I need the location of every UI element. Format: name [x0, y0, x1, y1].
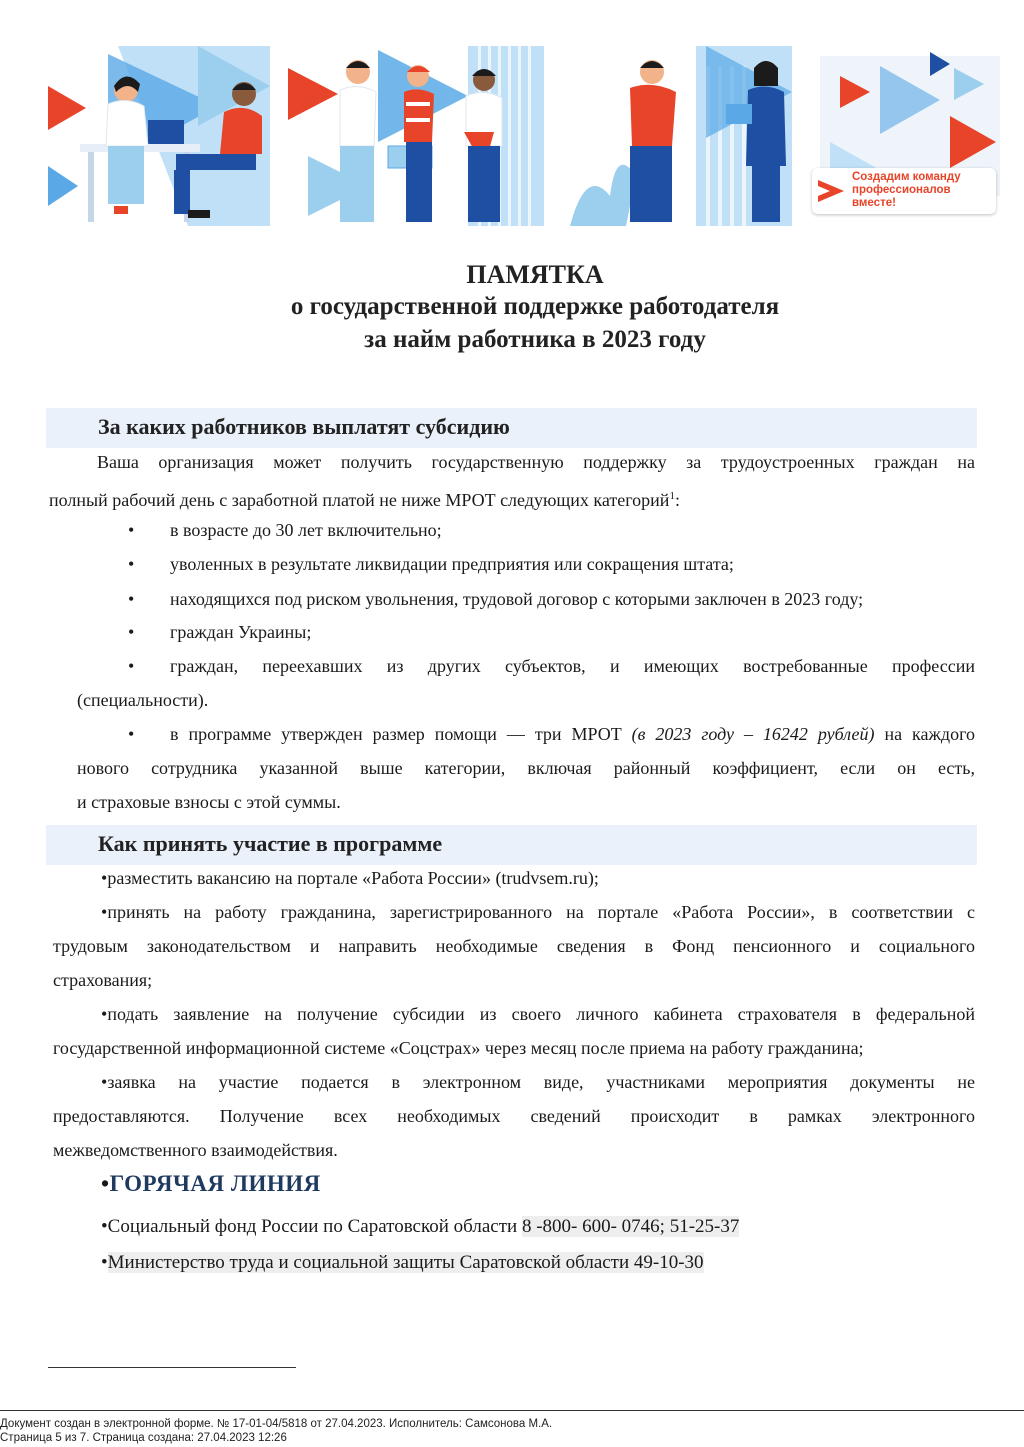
- illustration-business-meeting: [566, 46, 792, 226]
- list-item: уволенных в результате ликвидации предприятия или сокращения штата;: [170, 554, 734, 574]
- list-item-continuation: страхования;: [53, 970, 153, 990]
- intro-line-2: полный рабочий день с заработной платой не ниже МРОТ следующих категорий$^1$:: [49, 490, 680, 510]
- section-heading-eligible-workers: За каких работников выплатят субсидию: [46, 408, 977, 448]
- footer-page-info: Страница 5 из 7. Страница создана: 27.04.2023 12:26: [0, 1432, 287, 1444]
- bullet-icon: •: [128, 656, 135, 676]
- list-item-continuation: государственной информационной системе «Соцстрах» через месяц после приема на работу гражданина;: [53, 1038, 864, 1058]
- hotline-heading: •ГОРЯЧАЯ ЛИНИЯ: [101, 1171, 321, 1196]
- bullet-icon: •: [128, 589, 135, 609]
- aid-amount-line-1: в программе утвержден размер помощи — три МРОТ (в 2023 году – 16242 рублей) на каждого: [170, 724, 976, 744]
- aid-amount-line-3: и страховые взносы с этой суммы.: [77, 792, 341, 812]
- document-subtitle-line1: о государственной поддержке работодателя: [290, 293, 780, 320]
- list-item: граждан, переехавших из других субъектов, и имеющих востребованные профессии: [170, 656, 975, 676]
- page-footer: [0, 1410, 1024, 1445]
- list-item: находящихся под риском увольнения, трудовой договор с которыми заключен в 2023 году;: [170, 589, 864, 609]
- bullet-icon: •: [128, 724, 135, 744]
- list-item: •подать заявление на получение субсидии из своего личного кабинета страхователя в федеральной: [101, 1004, 975, 1024]
- slogan-badge: [812, 168, 996, 214]
- bullet-icon: •: [128, 520, 135, 540]
- brand-logo-icon: [816, 178, 846, 204]
- section-heading-how-to-participate: Как принять участие в программе: [46, 825, 977, 865]
- aid-amount-line-2: нового сотрудника указанной выше категории, включая районный коэффициент, если он есть,: [77, 758, 975, 778]
- list-item-continuation: предоставляются. Получение всех необходимых сведений происходит в рамках электронного: [53, 1106, 975, 1126]
- list-item-continuation: (специальности).: [77, 690, 209, 710]
- illustration-office-meeting: [48, 46, 270, 226]
- list-item: граждан Украины;: [170, 622, 312, 642]
- list-item: в возрасте до 30 лет включительно;: [170, 520, 442, 540]
- hotline-social-fund-phone: 8 -800- 600- 0746; 51-25-37: [521, 1216, 740, 1237]
- bullet-icon: •: [128, 554, 135, 574]
- footnote-divider: [48, 1367, 296, 1368]
- list-item: •разместить вакансию на портале «Работа России» (trudvsem.ru);: [101, 868, 599, 888]
- document-title: ПАМЯТКА: [466, 260, 604, 289]
- list-item-continuation: трудовым законодательством и направить необходимые сведения в Фонд пенсионного и социального: [53, 936, 975, 956]
- hotline-social-fund: •Социальный фонд России по Саратовской области 8 -800- 600- 0746; 51-25-37: [101, 1216, 740, 1237]
- intro-line-1: Ваша организация может получить государственную поддержку за трудоустроенных граждан на: [97, 452, 975, 472]
- aid-amount-italic: (в 2023 году – 16242 рублей): [631, 724, 875, 744]
- list-item: •принять на работу гражданина, зарегистрированного на портале «Работа России», в соответствии с: [101, 902, 975, 922]
- bullet-icon: •: [128, 622, 135, 642]
- slogan-text: Создадим команду профессионалов вместе!: [852, 171, 961, 209]
- illustration-workers: [288, 46, 544, 226]
- list-item: •заявка на участие подается в электронном виде, участниками мероприятия документы не: [101, 1072, 975, 1092]
- footnote-mark: 1: [669, 490, 675, 502]
- hotline-ministry: •Министерство труда и социальной защиты Саратовской области 49-10-30: [101, 1252, 704, 1273]
- list-item-continuation: межведомственного взаимодействия.: [53, 1140, 338, 1160]
- footer-document-info: Документ создан в электронной форме. № 17-01-04/5818 от 27.04.2023. Исполнитель: Самсонова М.А.: [0, 1418, 553, 1430]
- document-subtitle-line2: за найм работника в 2023 году: [364, 326, 706, 353]
